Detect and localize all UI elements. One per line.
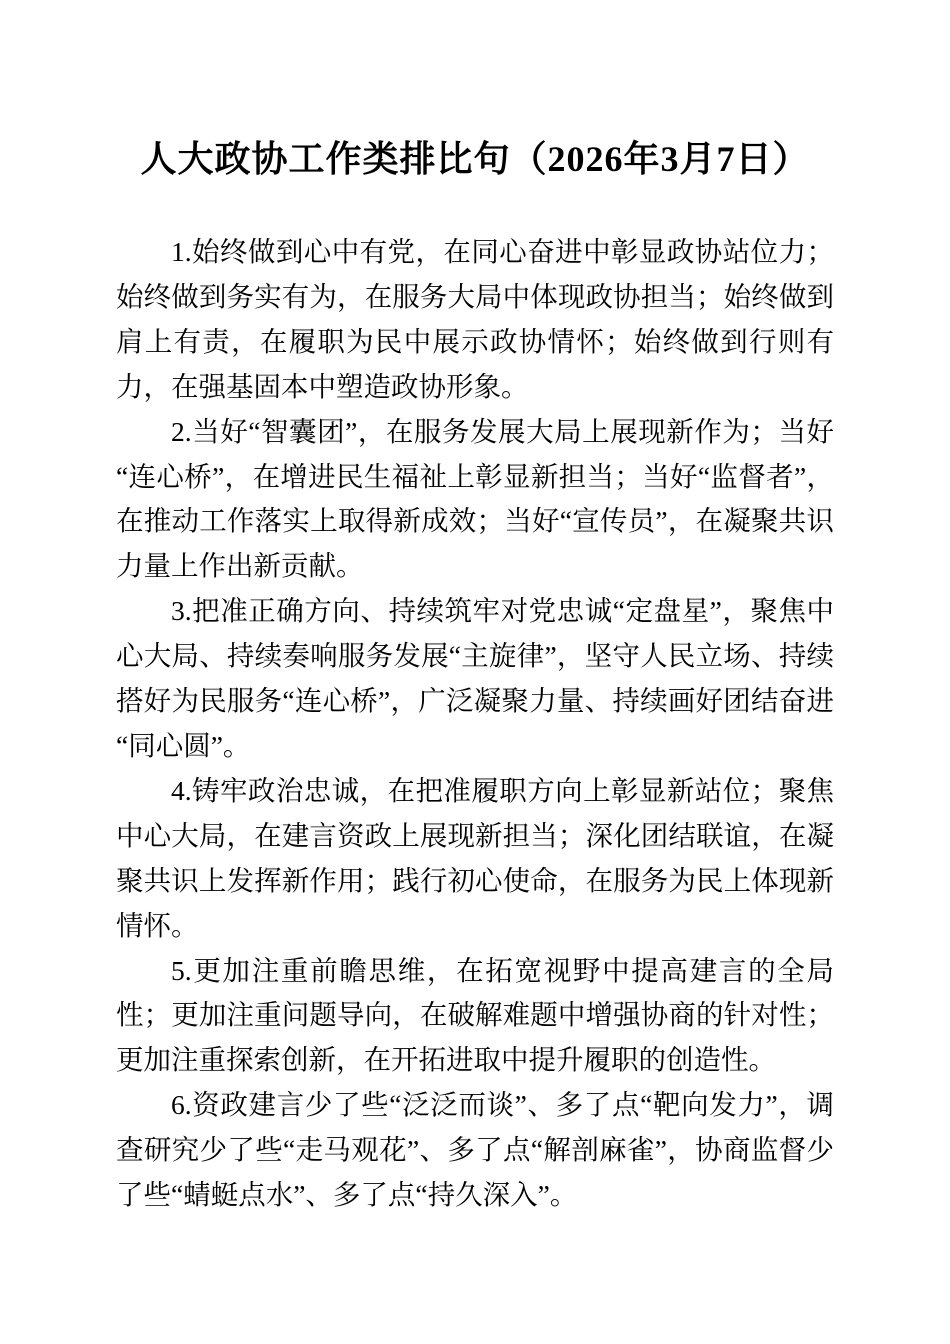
paragraph-5: 5.更加注重前瞻思维，在拓宽视野中提高建言的全局性；更加注重问题导向，在破解难题中增强协商的针对性；更加注重探索创新，在开拓进取中提升履职的创造性。: [116, 954, 834, 1076]
paragraph-1: 1.始终做到心中有党，在同心奋进中彰显政协站位力；始终做到务实有为，在服务大局中体现政协担当；始终做到肩上有责，在履职为民中展示政协情怀；始终做到行则有力，在强基固本中塑造政协形象。: [116, 236, 834, 402]
paragraph-3: 3.把准正确方向、持续筑牢对党忠诚“定盘星”，聚焦中心大局、持续奏响服务发展“主旋律”，坚守人民立场、持续搭好为民服务“连心桥”，广泛凝聚力量、持续画好团结奋进“同心圆”。: [116, 595, 834, 761]
paragraph-2: 2.当好“智囊团”，在服务发展大局上展现新作为；当好“连心桥”，在增进民生福祉上彰显新担当；当好“监督者”，在推动工作落实上取得新成效；当好“宣传员”，在凝聚共识力量上作出新贡献。: [116, 415, 834, 582]
document-body: [116, 230, 834, 1218]
document-title: 人大政协工作类排比句（2026年3月7日）: [140, 139, 810, 179]
paragraph-6: 6.资政建言少了些“泛泛而谈”、多了点“靶向发力”，调查研究少了些“走马观花”、多了点“解剖麻雀”，协商监督少了些“蜻蜓点水”、多了点“持久深入”。: [116, 1089, 834, 1211]
paragraph-4: 4.铸牢政治忠诚，在把准履职方向上彰显新站位；聚焦中心大局，在建言资政上展现新担当；深化团结联谊，在凝聚共识上发挥新作用；践行初心使命，在服务为民上体现新情怀。: [116, 774, 834, 941]
